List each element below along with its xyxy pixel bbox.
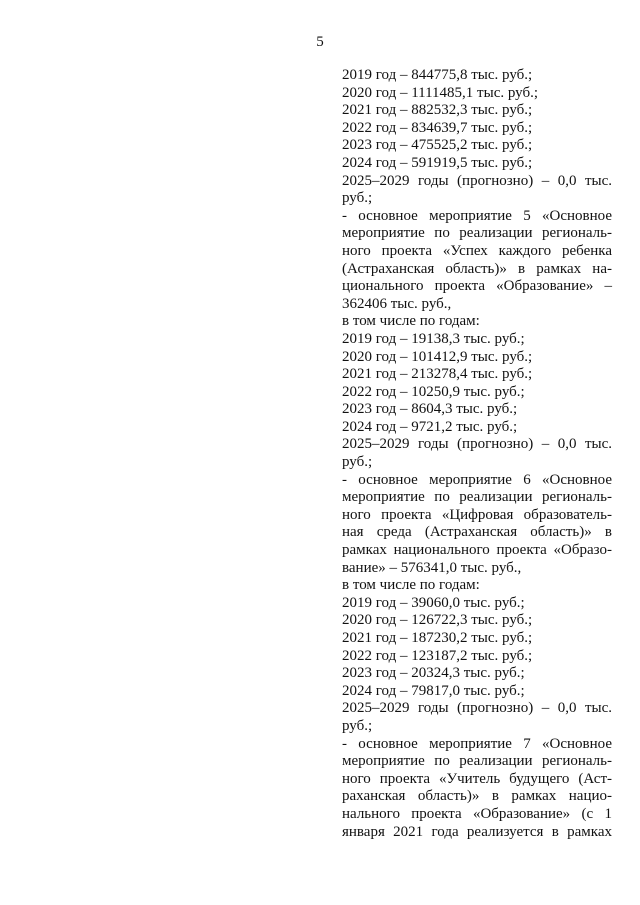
text-line: мероприятие по реализации региональ- xyxy=(342,489,612,506)
document-text-column xyxy=(342,67,612,841)
text-line: 2022 год – 123187,2 тыс. руб.; xyxy=(342,647,533,664)
text-line: 2020 год – 126722,3 тыс. руб.; xyxy=(342,612,533,629)
text-line: 2021 год – 882532,3 тыс. руб.; xyxy=(342,102,533,119)
text-line: 2025–2029 годы (прогнозно) – 0,0 тыс. xyxy=(342,172,612,189)
text-line: - основное мероприятие 6 «Основное xyxy=(342,471,612,488)
text-line: - основное мероприятие 7 «Основное xyxy=(342,735,612,752)
text-line: рамках национального проекта «Образо- xyxy=(342,542,612,559)
text-line: ная среда (Астраханская область)» в xyxy=(342,524,612,541)
page-number: 5 xyxy=(316,34,324,50)
text-line: - основное мероприятие 5 «Основное xyxy=(342,207,612,224)
text-line: руб.; xyxy=(342,717,373,734)
text-line: 2023 год – 8604,3 тыс. руб.; xyxy=(342,401,518,418)
text-line: 2024 год – 9721,2 тыс. руб.; xyxy=(342,418,518,435)
text-line: ного проекта «Цифровая образователь- xyxy=(342,506,612,523)
text-line: 2021 год – 213278,4 тыс. руб.; xyxy=(342,366,533,383)
text-line: 2025–2029 годы (прогнозно) – 0,0 тыс. xyxy=(342,700,612,717)
text-line: ного проекта «Успех каждого ребенка xyxy=(342,242,612,259)
text-line: вание» – 576341,0 тыс. руб., xyxy=(342,559,522,576)
text-line: 2024 год – 79817,0 тыс. руб.; xyxy=(342,682,525,699)
text-line: 2021 год – 187230,2 тыс. руб.; xyxy=(342,630,533,646)
text-line: руб.; xyxy=(342,190,373,207)
text-line: 2022 год – 10250,9 тыс. руб.; xyxy=(342,383,525,400)
text-line: 2019 год – 39060,0 тыс. руб.; xyxy=(342,594,525,611)
text-line: 2023 год – 20324,3 тыс. руб.; xyxy=(342,665,525,682)
text-line: 2020 год – 101412,9 тыс. руб.; xyxy=(342,348,533,365)
text-line: мероприятие по реализации региональ- xyxy=(342,225,612,242)
text-line: в том числе по годам: xyxy=(342,577,480,594)
text-line: 2024 год – 591919,5 тыс. руб.; xyxy=(342,154,533,171)
text-line: 2019 год – 844775,8 тыс. руб.; xyxy=(342,67,533,83)
text-line: (Астраханская область)» в рамках на- xyxy=(342,260,612,277)
text-line: 2025–2029 годы (прогнозно) – 0,0 тыс. xyxy=(342,436,612,453)
text-line: раханская область)» в рамках нацио- xyxy=(342,788,612,805)
text-line: ного проекта «Учитель будущего (Аст- xyxy=(342,770,612,787)
text-line: мероприятие по реализации региональ- xyxy=(342,753,612,770)
text-line: 2022 год – 834639,7 тыс. руб.; xyxy=(342,119,533,136)
text-line: 2019 год – 19138,3 тыс. руб.; xyxy=(342,330,525,347)
text-line: 362406 тыс. руб., xyxy=(342,295,452,312)
text-line: 2020 год – 1111485,1 тыс. руб.; xyxy=(342,84,539,101)
text-line: января 2021 года реализуется в рамках xyxy=(342,823,612,840)
text-line: ционального проекта «Образование» – xyxy=(342,278,612,295)
text-line: в том числе по годам: xyxy=(342,313,480,330)
text-line: 2023 год – 475525,2 тыс. руб.; xyxy=(342,137,533,154)
text-line: руб.; xyxy=(342,454,373,471)
text-line: нального проекта «Образование» (с 1 xyxy=(342,805,612,822)
